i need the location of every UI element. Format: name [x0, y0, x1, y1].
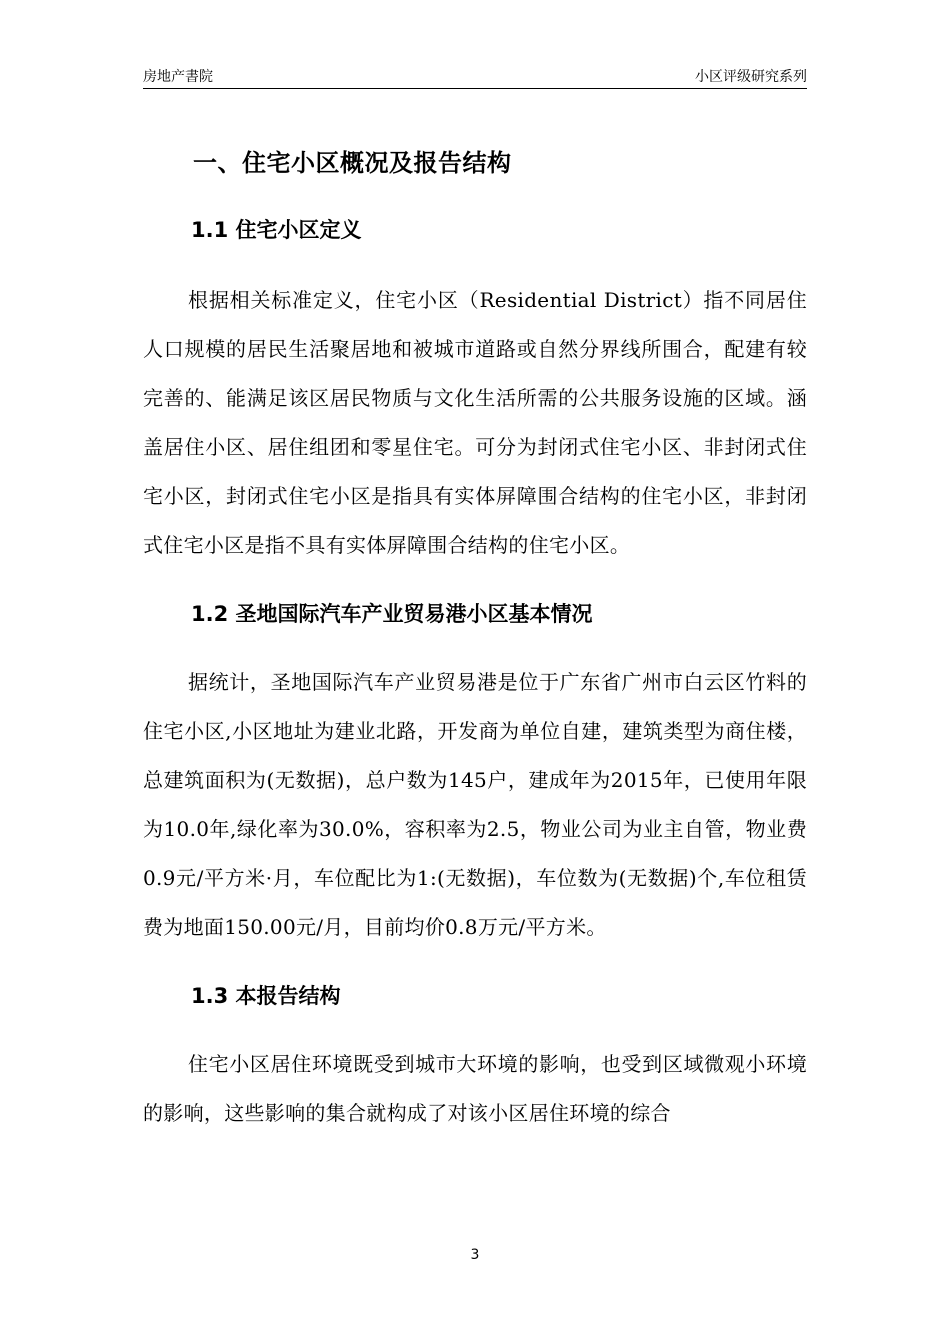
section-heading-1-3: 1.3 本报告结构	[191, 984, 341, 1008]
section-paragraph-1-3: 住宅小区居住环境既受到城市大环境的影响，也受到区域微观小环境的影响，这些影响的集合就构成了对该小区居住环境的综合	[143, 1052, 807, 1125]
page-content	[143, 138, 807, 1138]
section-paragraph-1-1: 根据相关标准定义，住宅小区（Residential District）指不同居住人口规模的居民生活聚居地和被城市道路或自然分界线所围合，配建有较完善的、能满足该区居民物质与文化生活所需的公共服务设施的区域。涵盖居住小区、居住组团和零星住宅。可分为封闭式住宅小区、非封闭式住宅小区，封闭式住宅小区是指具有实体屏障围合结构的住宅小区，非封闭式住宅小区是指不具有实体屏障围合结构的住宅小区。	[143, 288, 807, 557]
header-left-text: 房地产書院	[143, 69, 213, 85]
section-paragraph-1-2: 据统计，圣地国际汽车产业贸易港是位于广东省广州市白云区竹料的住宅小区,小区地址为建业北路，开发商为单位自建，建筑类型为商住楼，总建筑面积为(无数据)，总户数为145户，建成年为2015年，已使用年限为10.0年,绿化率为30.0%，容积率为2.5，物业公司为业主自管，物业费0.9元/平方米·月，车位配比为1:(无数据)，车位数为(无数据)个,车位租赁费为地面150.00元/月，目前均价0.8万元/平方米。	[143, 670, 807, 939]
header-right-text: 小区评级研究系列	[695, 69, 807, 85]
section-heading-1-2: 1.2 圣地国际汽车产业贸易港小区基本情况	[191, 602, 593, 626]
chapter-title: 一、住宅小区概况及报告结构	[193, 149, 512, 177]
section-heading-1-1: 1.1 住宅小区定义	[191, 218, 362, 242]
page-number: 3	[470, 1247, 480, 1263]
page-header	[143, 62, 807, 89]
